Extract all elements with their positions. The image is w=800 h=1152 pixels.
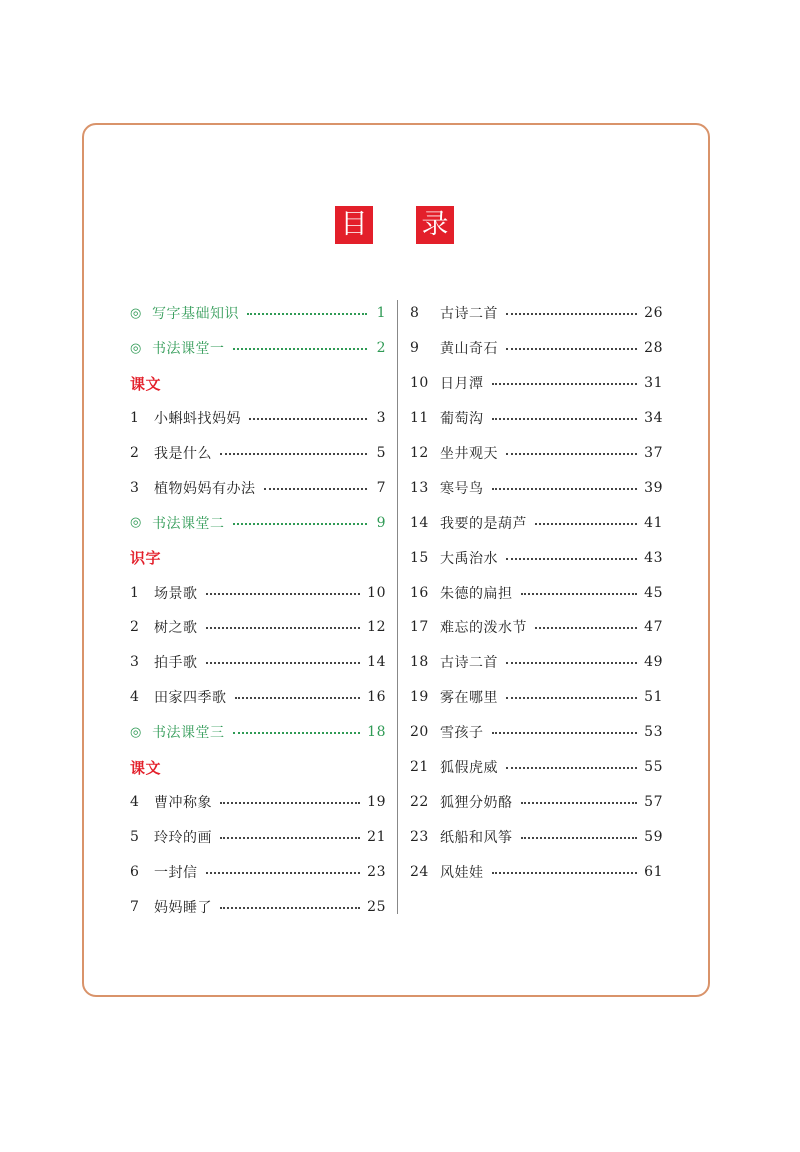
page-number: 28 (644, 340, 663, 357)
dot-leader (206, 662, 361, 664)
lesson-number: 20 (410, 724, 429, 741)
entry-title: 一封信 (154, 864, 198, 881)
toc-special-entry[interactable] (130, 296, 386, 331)
page-number: 45 (644, 584, 663, 601)
lesson-number: 14 (410, 514, 429, 531)
entry-title: 坐井观天 (440, 446, 498, 462)
toc-entry[interactable] (130, 645, 386, 680)
page-number: 2 (376, 340, 386, 357)
page-number: 7 (376, 479, 386, 496)
dot-leader (220, 837, 360, 839)
entry-title: 植物妈妈有办法 (154, 480, 256, 497)
page-number: 23 (367, 863, 386, 880)
dot-leader (233, 732, 361, 734)
circle-mark-icon: ◎ (130, 305, 142, 321)
entry-title: 书法课堂一 (152, 341, 225, 358)
page-number: 49 (644, 654, 663, 671)
dot-leader (506, 453, 637, 455)
column-divider (397, 300, 398, 914)
entry-title: 玲玲的画 (154, 829, 212, 846)
entry-title: 小蝌蚪找妈妈 (154, 411, 241, 428)
circle-mark-icon: ◎ (130, 724, 142, 740)
page-number: 43 (644, 549, 663, 566)
toc-entry[interactable] (410, 401, 663, 436)
entry-title: 古诗二首 (440, 306, 498, 323)
dot-leader (492, 418, 638, 420)
circle-mark-icon: ◎ (130, 340, 142, 356)
page-number: 1 (376, 305, 386, 322)
page-number: 25 (367, 898, 386, 915)
section-heading (130, 540, 386, 575)
dot-leader (220, 802, 360, 804)
lesson-number: 4 (130, 689, 140, 706)
lesson-number: 5 (130, 828, 140, 845)
toc-entry[interactable] (130, 854, 386, 889)
page-number: 41 (644, 514, 663, 531)
toc-entry[interactable] (410, 715, 663, 750)
page-number: 55 (644, 759, 663, 776)
toc-entry[interactable] (130, 610, 386, 645)
entry-title: 书法课堂三 (152, 725, 225, 742)
dot-leader (535, 523, 637, 525)
lesson-number: 6 (130, 863, 140, 880)
toc-entry[interactable] (130, 889, 386, 924)
lesson-number: 1 (130, 410, 140, 427)
lesson-number: 8 (410, 305, 420, 322)
lesson-number: 18 (410, 654, 429, 671)
section-heading-text: 课文 (130, 758, 162, 777)
entry-title: 场景歌 (154, 585, 198, 602)
dot-leader (235, 697, 361, 699)
page-number: 10 (367, 584, 386, 601)
lesson-number: 21 (410, 759, 429, 776)
dot-leader (506, 348, 637, 350)
lesson-number: 3 (130, 654, 140, 671)
circle-mark-icon: ◎ (130, 515, 142, 531)
toc-special-entry[interactable] (130, 505, 386, 540)
lesson-number: 4 (130, 793, 140, 810)
dot-leader (220, 907, 360, 909)
lesson-number: 15 (410, 549, 429, 566)
toc-entry[interactable] (130, 470, 386, 505)
page-number: 51 (644, 689, 663, 706)
lesson-number: 9 (410, 340, 420, 357)
toc-entry[interactable] (410, 645, 663, 680)
page-number: 34 (644, 410, 663, 427)
dot-leader (521, 593, 638, 595)
lesson-number: 2 (130, 619, 140, 636)
dot-leader (492, 383, 638, 385)
toc-entry[interactable] (130, 436, 386, 471)
toc-entry[interactable] (410, 819, 663, 854)
page-number: 5 (376, 445, 386, 461)
toc-entry[interactable] (130, 401, 386, 436)
entry-title: 雪孩子 (440, 725, 484, 742)
title-char-2: 录 (416, 206, 454, 244)
entry-title: 狐假虎威 (440, 760, 498, 777)
toc-entry[interactable] (410, 680, 663, 715)
dot-leader (506, 558, 637, 560)
dot-leader (247, 313, 367, 315)
lesson-number: 7 (130, 898, 140, 915)
page-number: 37 (644, 445, 663, 461)
entry-title: 曹冲称象 (154, 794, 212, 811)
title-char-1: 目 (335, 206, 373, 244)
lesson-number: 1 (130, 584, 140, 601)
entry-title: 大禹治水 (440, 550, 498, 567)
toc-entry[interactable] (410, 575, 663, 610)
dot-leader (492, 872, 638, 874)
page-number: 57 (644, 793, 663, 810)
entry-title: 古诗二首 (440, 655, 498, 672)
toc-entry[interactable] (410, 854, 663, 889)
dot-leader (233, 523, 368, 525)
entry-title: 朱德的扁担 (440, 585, 513, 602)
page-number: 16 (367, 689, 386, 706)
dot-leader (206, 872, 361, 874)
toc-entry[interactable] (410, 436, 663, 471)
page-number: 31 (644, 375, 663, 392)
page-number: 21 (367, 828, 386, 845)
page-number: 59 (644, 828, 663, 845)
dot-leader (220, 453, 367, 455)
entry-title: 树之歌 (154, 620, 198, 637)
toc-entry[interactable] (410, 610, 663, 645)
entry-title: 风娃娃 (440, 864, 484, 881)
section-heading (130, 750, 386, 785)
entry-title: 我是什么 (154, 446, 212, 462)
toc-entry[interactable] (130, 680, 386, 715)
toc-entry[interactable] (410, 296, 663, 331)
section-heading-text: 课文 (130, 374, 162, 393)
lesson-number: 23 (410, 828, 429, 845)
toc-entry[interactable] (410, 366, 663, 401)
dot-leader (492, 732, 638, 734)
entry-title: 我要的是葫芦 (440, 515, 527, 532)
lesson-number: 3 (130, 479, 140, 496)
lesson-number: 13 (410, 479, 429, 496)
page-number: 14 (367, 654, 386, 671)
lesson-number: 11 (410, 410, 429, 427)
dot-leader (506, 313, 637, 315)
lesson-number: 24 (410, 863, 429, 880)
page-number: 12 (367, 619, 386, 636)
dot-leader (492, 488, 638, 490)
lesson-number: 22 (410, 793, 429, 810)
toc-entry[interactable] (410, 505, 663, 540)
toc-entry[interactable] (410, 540, 663, 575)
dot-leader (535, 627, 637, 629)
toc-entry[interactable] (130, 819, 386, 854)
entry-title: 写字基础知识 (152, 306, 239, 323)
entry-title: 拍手歌 (154, 655, 198, 672)
toc-special-entry[interactable] (130, 715, 386, 750)
page-number: 61 (644, 863, 663, 880)
entry-title: 妈妈睡了 (154, 899, 212, 916)
toc-left-column (130, 296, 386, 924)
toc-special-entry[interactable] (130, 331, 386, 366)
section-heading (130, 366, 386, 401)
dot-leader (506, 767, 637, 769)
lesson-number: 12 (410, 445, 429, 461)
toc-entry[interactable] (130, 575, 386, 610)
toc-right-column (410, 296, 663, 889)
dot-leader (233, 348, 368, 350)
page-number: 19 (367, 793, 386, 810)
lesson-number: 10 (410, 375, 429, 392)
lesson-number: 19 (410, 689, 429, 706)
dot-leader (521, 837, 638, 839)
dot-leader (264, 488, 368, 490)
page-number: 26 (644, 305, 663, 322)
lesson-number: 2 (130, 445, 140, 461)
dot-leader (249, 418, 367, 420)
entry-title: 日月潭 (440, 376, 484, 393)
entry-title: 狐狸分奶酪 (440, 794, 513, 811)
toc-entry[interactable] (410, 750, 663, 785)
page-number: 39 (644, 479, 663, 496)
dot-leader (506, 662, 637, 664)
dot-leader (206, 627, 361, 629)
toc-entry[interactable] (410, 470, 663, 505)
entry-title: 雾在哪里 (440, 690, 498, 707)
page-number: 47 (644, 619, 663, 636)
page-number: 9 (376, 514, 386, 531)
entry-title: 书法课堂二 (152, 515, 225, 532)
toc-title (0, 206, 800, 244)
dot-leader (206, 593, 361, 595)
entry-title: 寒号鸟 (440, 480, 484, 497)
entry-title: 黄山奇石 (440, 341, 498, 358)
lesson-number: 16 (410, 584, 429, 601)
section-heading-text: 识字 (130, 549, 162, 568)
entry-title: 田家四季歌 (154, 690, 227, 707)
toc-entry[interactable] (410, 331, 663, 366)
dot-leader (521, 802, 638, 804)
toc-entry[interactable] (410, 784, 663, 819)
entry-title: 难忘的泼水节 (440, 620, 527, 637)
page-number: 53 (644, 724, 663, 741)
dot-leader (506, 697, 637, 699)
page-number: 18 (367, 724, 386, 741)
lesson-number: 17 (410, 619, 429, 636)
entry-title: 葡萄沟 (440, 411, 484, 428)
page-number: 3 (376, 410, 386, 427)
entry-title: 纸船和风筝 (440, 829, 513, 846)
toc-entry[interactable] (130, 784, 386, 819)
